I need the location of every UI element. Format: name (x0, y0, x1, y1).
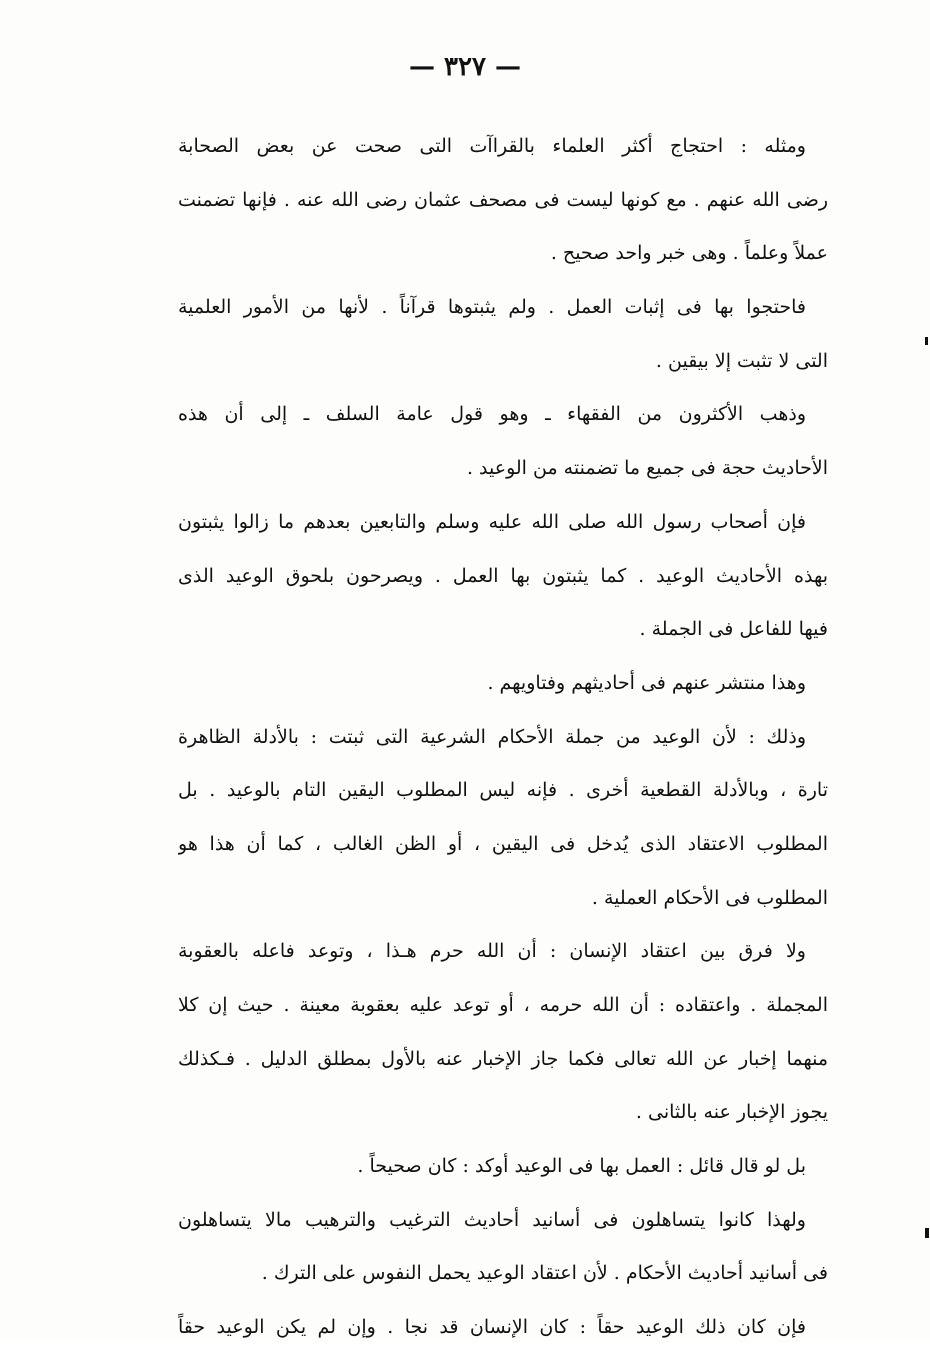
text-line: فى أسانيد أحاديث الأحكام . لأن اعتقاد الوعيد يحمل النفوس على الترك . (261, 1262, 828, 1285)
text-line: المطلوب فى الأحكام العملية . (591, 886, 828, 909)
text-line: ولا فرق بين اعتقاد الإنسان : أن الله حرم هـذا ، وتوعد فاعله بالعقوبة (178, 940, 806, 963)
text-line: عملاً وعلماً . وهى خبر واحد صحيح . (550, 242, 828, 265)
text-line: المجملة . واعتقاده : أن الله حرمه ، أو توعد عليه بعقوبة معينة . حيث إن كلا (178, 994, 828, 1016)
text-line: فيها للفاعل فى الجملة . (639, 618, 828, 641)
text-line: الأحاديث حجة فى جميع ما تضمنته من الوعيد . (466, 457, 828, 480)
text-line: وذهب الأكثرون من الفقهاء ـ وهو قول عامة السلف ـ إلى أن هذه (178, 403, 806, 426)
text-line: يجوز الإخبار عنه بالثانى . (635, 1101, 828, 1124)
body-text (178, 120, 828, 1355)
text-line: منهما إخبار عن الله تعالى فكما جاز الإخبار عنه بالأول بمطلق الدليل . فـكذلك (178, 1047, 828, 1070)
margin-mark (925, 1228, 929, 1238)
text-line: وهذا منتشر عنهم فى أحاديثهم وفتاويهم . (487, 671, 806, 694)
text-line: تارة ، وبالأدلة القطعية أخرى . فإنه ليس المطلوب اليقين التام بالوعيد . بل (178, 779, 828, 802)
text-line: التى لا تثبت إلا بيقين . (655, 349, 828, 372)
margin-mark (925, 337, 928, 345)
text-line: رضى الله عنهم . مع كونها ليست فى مصحف عثمان رضى الله عنه . فإنها تضمنت (178, 188, 828, 211)
text-line: ولهذا كانوا يتساهلون فى أسانيد أحاديث الترغيب والترهيب مالا يتساهلون (178, 1208, 806, 1231)
text-line: بل لو قال قائل : العمل بها فى الوعيد أوكد : كان صحيحاً . (357, 1155, 806, 1178)
text-line: فإن كان ذلك الوعيد حقاً : كان الإنسان قد نجا . وإن لم يكن الوعيد حقاً (178, 1316, 806, 1339)
text-line: وذلك : لأن الوعيد من جملة الأحكام الشرعية التى ثبتت : بالأدلة الظاهرة (178, 725, 806, 748)
text-line: فاحتجوا بها فى إثبات العمل . ولم يثبتوها قرآناً . لأنها من الأمور العلمية (178, 296, 806, 319)
text-line: بهذه الأحاديث الوعيد . كما يثبتون بها العمل . ويصرحون بلحوق الوعيد الذى (178, 564, 828, 587)
text-line: ومثله : احتجاج أكثر العلماء بالقراآت التى صحت عن بعض الصحابة (178, 135, 806, 157)
text-line: فإن أصحاب رسول الله صلى الله عليه وسلم والتابعين بعدهم ما زالوا يثبتون (178, 510, 806, 533)
text-line: المطلوب الاعتقاد الذى يُدخل فى اليقين ، أو الظن الغالب ، كما أن هذا هو (178, 832, 828, 855)
page-number: — ٣٢٧ — (408, 52, 522, 82)
